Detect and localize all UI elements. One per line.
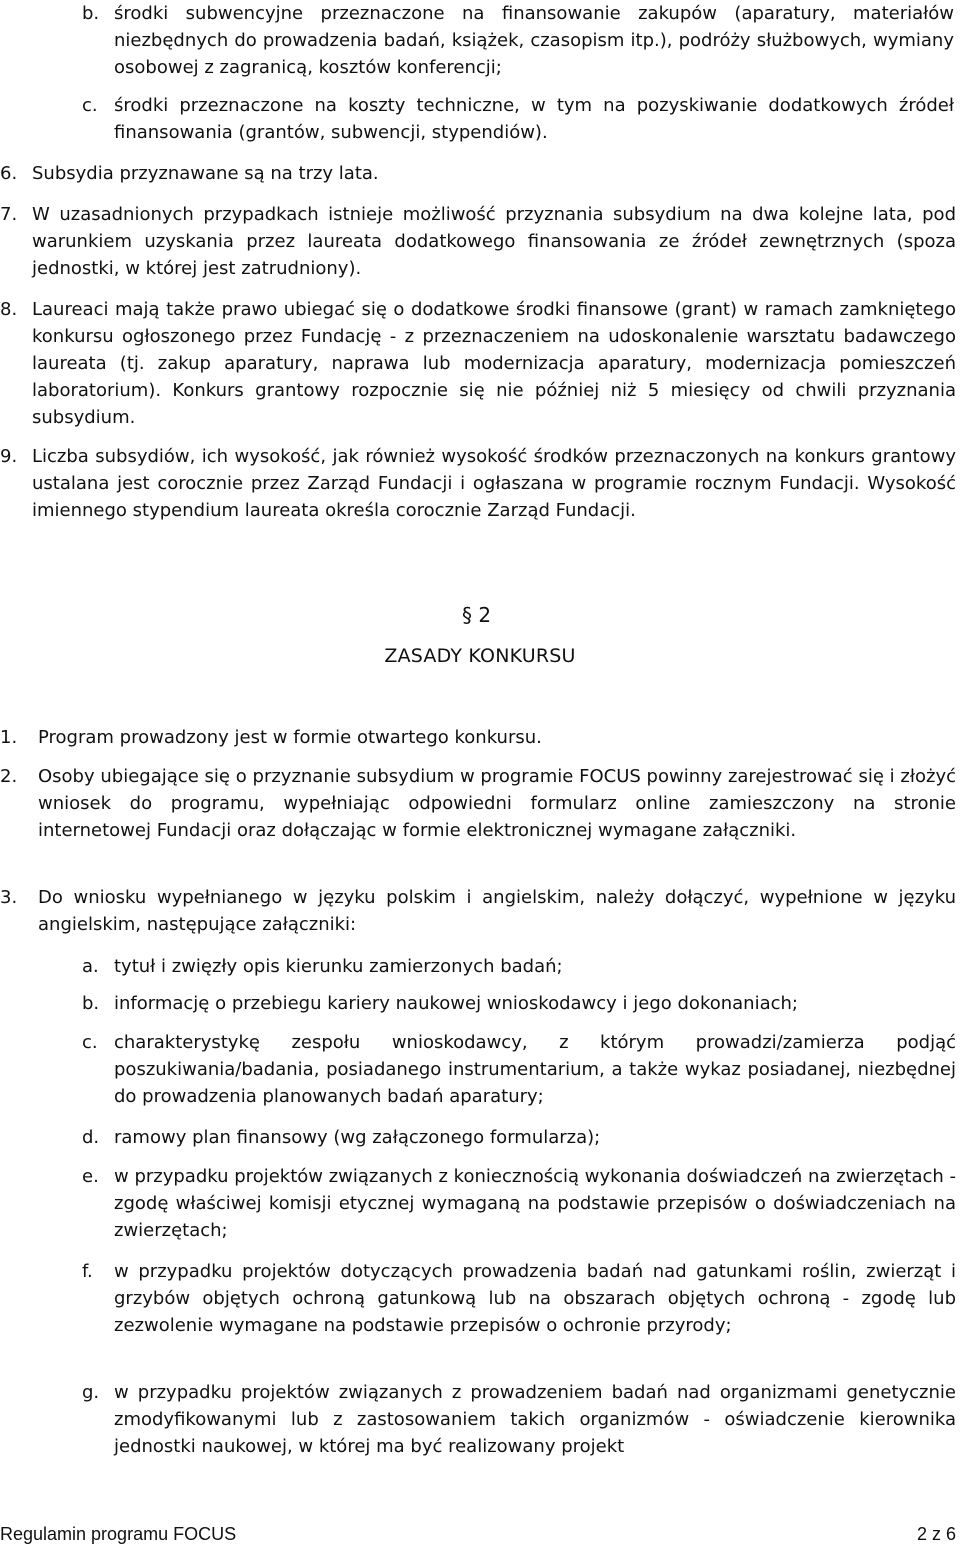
item-marker: 6. — [0, 163, 18, 184]
item-text: Osoby ubiegające się o przyznanie subsydium w programie FOCUS powinny zarejestrować się i złożyć wniosek do programu, wypełniając odpowiedni formularz online zamieszczony na stronie internetowej Fundacji oraz dołączając w formie elektronicznej wymagane załączniki. — [38, 766, 956, 841]
list-item — [82, 953, 956, 980]
item-text: Liczba subsydiów, ich wysokość, jak również wysokość środków przeznaczonych na konkurs grantowy ustalana jest corocznie przez Zarząd Fundacji i ogłaszana w programie rocznym Fundacji. Wysokość imiennego stypendium laureata określa corocznie Zarząd Fundacji. — [32, 446, 956, 521]
item-marker: c. — [82, 1032, 98, 1053]
item-marker: 9. — [0, 446, 18, 467]
list-item — [0, 201, 956, 282]
item-marker: d. — [82, 1127, 100, 1148]
item-marker: c. — [82, 95, 98, 116]
item-text: Subsydia przyznawane są na trzy lata. — [32, 163, 379, 184]
list-item — [0, 443, 956, 524]
list-item — [0, 884, 956, 938]
page-number: 2 z 6 — [916, 1524, 956, 1544]
item-marker: 1. — [0, 727, 18, 748]
list-item — [82, 0, 954, 81]
item-marker: 7. — [0, 204, 18, 225]
item-text: Program prowadzony jest w formie otwartego konkursu. — [38, 727, 542, 748]
list-item — [0, 763, 956, 844]
item-marker: a. — [82, 956, 99, 977]
item-text: tytuł i zwięzły opis kierunku zamierzonych badań; — [114, 956, 563, 977]
list-item — [0, 160, 956, 187]
list-item — [0, 296, 956, 431]
list-item — [0, 724, 956, 751]
item-text: Do wniosku wypełnianego w języku polskim i angielskim, należy dołączyć, wypełnione w języku angielskim, następujące załączniki: — [38, 887, 956, 935]
footer-title: Regulamin programu FOCUS — [0, 1524, 237, 1544]
item-text: w przypadku projektów dotyczących prowadzenia badań nad gatunkami roślin, zwierząt i grzybów objętych ochroną gatunkową lub na obszarach objętych ochroną - zgodę lub zezwolenie wymagane na podstawie przepisów o ochronie przyrody; — [114, 1261, 956, 1336]
section-sign: § 2 — [462, 603, 492, 627]
item-text: informację o przebiegu kariery naukowej wnioskodawcy i jego dokonaniach; — [114, 993, 798, 1014]
item-text: W uzasadnionych przypadkach istnieje możliwość przyznania subsydium na dwa kolejne lata, pod warunkiem uzyskania przez laureata dodatkowego finansowania ze źródeł zewnętrznych (spoza jednostki, w której jest zatrudniony). — [32, 204, 956, 279]
item-text: środki subwencyjne przeznaczone na finansowanie zakupów (aparatury, materiałów niezbędnych do prowadzenia badań, książek, czasopism itp.), podróży służbowych, wymiany osobowej z zagranicą, kosztów konferencji; — [114, 3, 954, 78]
list-item — [82, 92, 954, 146]
item-text: ramowy plan finansowy (wg załączonego formularza); — [114, 1127, 601, 1148]
item-text: w przypadku projektów związanych z koniecznością wykonania doświadczeń na zwierzętach - zgodę właściwej komisji etycznej wymaganą na podstawie przepisów o doświadczeniach na zwierzętach; — [114, 1166, 956, 1241]
item-text: w przypadku projektów związanych z prowadzeniem badań nad organizmami genetycznie zmodyfikowanymi lub z zastosowaniem takich organizmów - oświadczenie kierownika jednostki naukowej, w której ma być realizowany projekt — [114, 1382, 956, 1457]
list-item — [82, 1124, 956, 1151]
item-marker: b. — [82, 3, 100, 24]
item-marker: f. — [82, 1261, 93, 1282]
item-marker: g. — [82, 1382, 100, 1403]
item-text: charakterystykę zespołu wnioskodawcy, z którym prowadzi/zamierza podjąć poszukiwania/badania, posiadanego instrumentarium, a także wykaz posiadanej, niezbędnej do prowadzenia planowanych badań aparatury; — [114, 1032, 956, 1107]
item-marker: 8. — [0, 299, 18, 320]
item-marker: 2. — [0, 766, 18, 787]
list-item — [82, 990, 956, 1017]
list-item — [82, 1029, 956, 1110]
list-item — [82, 1379, 956, 1460]
item-text: Laureaci mają także prawo ubiegać się o dodatkowe środki finansowe (grant) w ramach zamkniętego konkursu ogłoszonego przez Fundację - z przeznaczeniem na udoskonalenie warsztatu badawczego laureata (tj. zakup aparatury, naprawa lub modernizacja aparatury, modernizacja pomieszczeń laboratorium). Konkurs grantowy rozpocznie się nie później niż 5 miesięcy od chwili przyznania subsydium. — [32, 299, 956, 428]
section-title: ZASADY KONKURSU — [384, 645, 576, 667]
item-marker: e. — [82, 1166, 99, 1187]
list-item — [82, 1258, 956, 1339]
item-marker: b. — [82, 993, 100, 1014]
item-text: środki przeznaczone na koszty techniczne, w tym na pozyskiwanie dodatkowych źródeł finansowania (grantów, subwencji, stypendiów). — [114, 95, 954, 143]
list-item — [82, 1163, 956, 1244]
item-marker: 3. — [0, 887, 18, 908]
